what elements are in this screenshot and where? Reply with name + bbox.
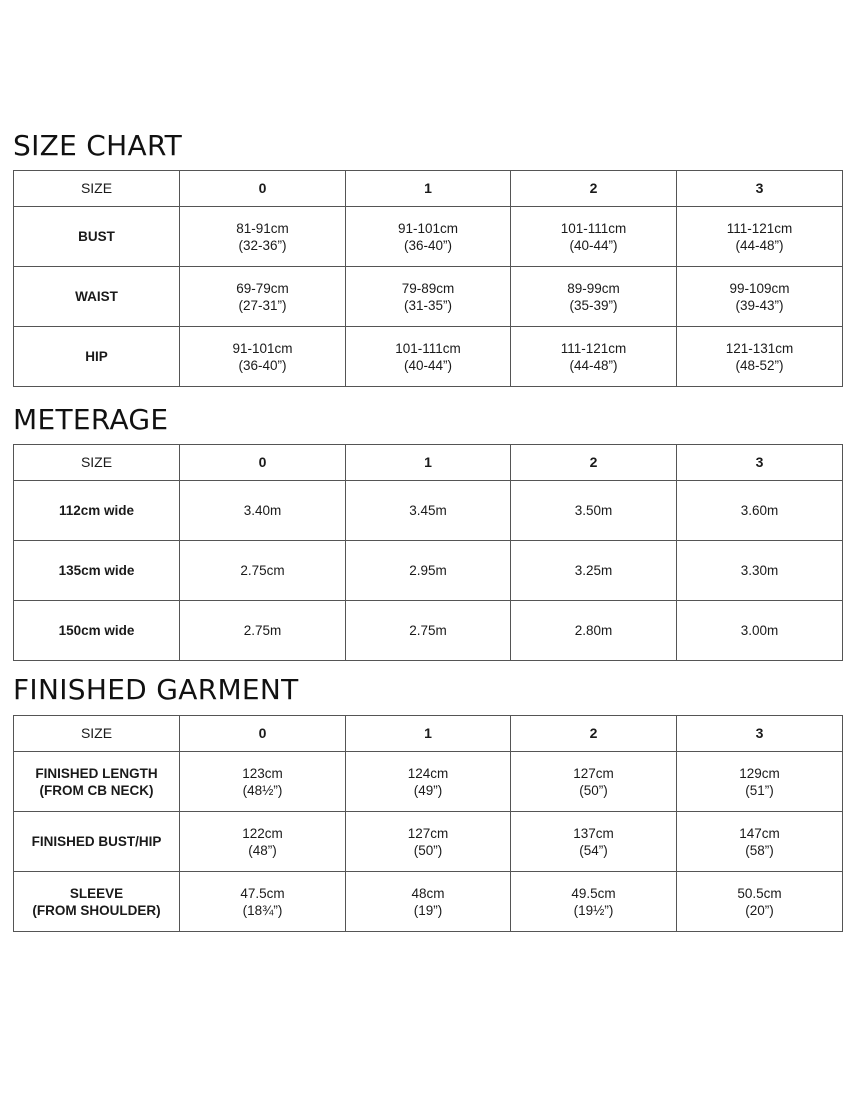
cell-inches: (19”) — [413, 902, 443, 918]
cell-inches: (58”) — [745, 842, 774, 858]
header-cell-size: SIZE — [14, 445, 180, 481]
finished-garment-table — [13, 715, 843, 932]
cell-inches: (48½”) — [242, 782, 283, 798]
cell-cm: 127cm — [573, 765, 614, 781]
cell-cm: 81-91cm — [236, 220, 289, 236]
cell-cm: 101-111cm — [560, 220, 627, 236]
table-header-row — [14, 716, 843, 752]
table-cell: 3.50m — [511, 481, 677, 541]
table-cell — [511, 267, 677, 327]
cell-inches: (31-35”) — [403, 297, 452, 313]
table-cell: 3.45m — [346, 481, 511, 541]
table-cell — [346, 207, 511, 267]
table-header-row — [14, 171, 843, 207]
row-label-main: FINISHED LENGTH — [35, 765, 158, 781]
header-cell-size-0: 0 — [180, 716, 346, 752]
table-row-bust — [14, 207, 843, 267]
section-title: FINISHED GARMENT — [13, 673, 299, 706]
row-label: FINISHED BUST/HIP — [14, 812, 180, 872]
cell-cm: 91-101cm — [232, 340, 293, 356]
table-cell: 3.40m — [180, 481, 346, 541]
header-cell-size: SIZE — [14, 716, 180, 752]
row-label: 112cm wide — [14, 481, 180, 541]
cell-inches: (32-36”) — [238, 237, 287, 253]
cell-cm: 122cm — [242, 825, 283, 841]
size-chart-section — [13, 128, 842, 387]
header-cell-size-1: 1 — [346, 716, 511, 752]
cell-cm: 49.5cm — [571, 885, 616, 901]
cell-inches: (20”) — [745, 902, 774, 918]
table-cell — [180, 327, 346, 387]
row-label: 150cm wide — [14, 601, 180, 661]
table-cell — [180, 872, 346, 932]
cell-cm: 123cm — [242, 765, 283, 781]
row-label: 135cm wide — [14, 541, 180, 601]
section-title: SIZE CHART — [13, 129, 183, 162]
cell-inches: (40-44”) — [569, 237, 618, 253]
table-cell — [677, 752, 843, 812]
table-header-row — [14, 445, 843, 481]
cell-cm: 147cm — [739, 825, 780, 841]
header-cell-size: SIZE — [14, 171, 180, 207]
table-cell — [180, 812, 346, 872]
table-cell — [677, 327, 843, 387]
cell-inches: (44-48”) — [569, 357, 618, 373]
table-row-finished-bust-hip — [14, 812, 843, 872]
table-cell — [180, 207, 346, 267]
table-cell — [180, 752, 346, 812]
header-cell-size-1: 1 — [346, 445, 511, 481]
header-cell-size-1: 1 — [346, 171, 511, 207]
cell-cm: 124cm — [407, 765, 449, 781]
row-label: HIP — [14, 327, 180, 387]
table-cell — [346, 327, 511, 387]
cell-inches: (48”) — [248, 842, 277, 858]
header-cell-size-0: 0 — [180, 445, 346, 481]
cell-inches: (48-52”) — [735, 357, 784, 373]
row-label — [14, 872, 180, 932]
cell-inches: (18¾”) — [242, 902, 283, 918]
table-cell — [346, 872, 511, 932]
table-row-150cm — [14, 601, 843, 661]
table-row-hip — [14, 327, 843, 387]
header-cell-size-3: 3 — [677, 171, 843, 207]
header-cell-size-2: 2 — [511, 716, 677, 752]
meterage-section — [13, 402, 842, 661]
cell-cm: 111-121cm — [726, 220, 793, 236]
cell-cm: 111-121cm — [560, 340, 627, 356]
cell-cm: 79-89cm — [401, 280, 455, 296]
table-cell — [677, 267, 843, 327]
cell-cm: 137cm — [573, 825, 614, 841]
table-row-finished-length — [14, 752, 843, 812]
cell-cm: 89-99cm — [567, 280, 620, 296]
table-cell — [346, 267, 511, 327]
table-cell — [511, 207, 677, 267]
header-cell-size-2: 2 — [511, 445, 677, 481]
header-cell-size-0: 0 — [180, 171, 346, 207]
cell-inches: (50”) — [413, 842, 443, 858]
cell-inches: (51”) — [745, 782, 774, 798]
table-cell — [677, 812, 843, 872]
table-row-waist — [14, 267, 843, 327]
cell-cm: 127cm — [407, 825, 449, 841]
table-cell: 3.25m — [511, 541, 677, 601]
table-cell: 2.75cm — [180, 541, 346, 601]
cell-cm: 48cm — [411, 885, 445, 901]
cell-cm: 47.5cm — [240, 885, 285, 901]
table-cell: 2.80m — [511, 601, 677, 661]
cell-inches: (19½”) — [573, 902, 614, 918]
row-label-main: SLEEVE — [69, 885, 124, 901]
table-cell — [677, 207, 843, 267]
table-cell: 2.95m — [346, 541, 511, 601]
row-label: BUST — [14, 207, 180, 267]
table-row-135cm — [14, 541, 843, 601]
cell-cm: 101-111cm — [395, 340, 461, 356]
cell-inches: (54”) — [579, 842, 608, 858]
header-cell-size-2: 2 — [511, 171, 677, 207]
row-label: WAIST — [14, 267, 180, 327]
meterage-table — [13, 444, 843, 661]
table-cell — [511, 812, 677, 872]
cell-inches: (36-40”) — [238, 357, 287, 373]
table-cell: 3.30m — [677, 541, 843, 601]
cell-inches: (39-43”) — [735, 297, 784, 313]
table-row-112cm — [14, 481, 843, 541]
section-title: METERAGE — [13, 403, 169, 436]
table-row-sleeve — [14, 872, 843, 932]
table-cell — [511, 752, 677, 812]
cell-cm: 129cm — [739, 765, 780, 781]
size-chart-table — [13, 170, 843, 387]
cell-inches: (35-39”) — [569, 297, 618, 313]
cell-inches: (49”) — [413, 782, 443, 798]
cell-inches: (36-40”) — [403, 237, 452, 253]
header-cell-size-3: 3 — [677, 716, 843, 752]
cell-cm: 121-131cm — [725, 340, 794, 356]
cell-inches: (44-48”) — [735, 237, 784, 253]
cell-cm: 91-101cm — [397, 220, 459, 236]
table-cell — [511, 327, 677, 387]
cell-cm: 50.5cm — [737, 885, 782, 901]
table-cell: 3.00m — [677, 601, 843, 661]
table-cell: 3.60m — [677, 481, 843, 541]
table-cell — [511, 872, 677, 932]
header-cell-size-3: 3 — [677, 445, 843, 481]
cell-cm: 69-79cm — [236, 280, 289, 296]
cell-cm: 99-109cm — [729, 280, 790, 296]
row-label-sub: (FROM SHOULDER) — [32, 902, 161, 918]
table-cell — [346, 752, 511, 812]
table-cell — [677, 872, 843, 932]
table-cell: 2.75m — [346, 601, 511, 661]
table-cell: 2.75m — [180, 601, 346, 661]
row-label — [14, 752, 180, 812]
table-cell — [346, 812, 511, 872]
finished-garment-section — [13, 672, 842, 932]
cell-inches: (50”) — [579, 782, 608, 798]
cell-inches: (40-44”) — [403, 357, 452, 373]
table-cell — [180, 267, 346, 327]
row-label-sub: (FROM CB NECK) — [39, 782, 154, 798]
cell-inches: (27-31”) — [238, 297, 287, 313]
